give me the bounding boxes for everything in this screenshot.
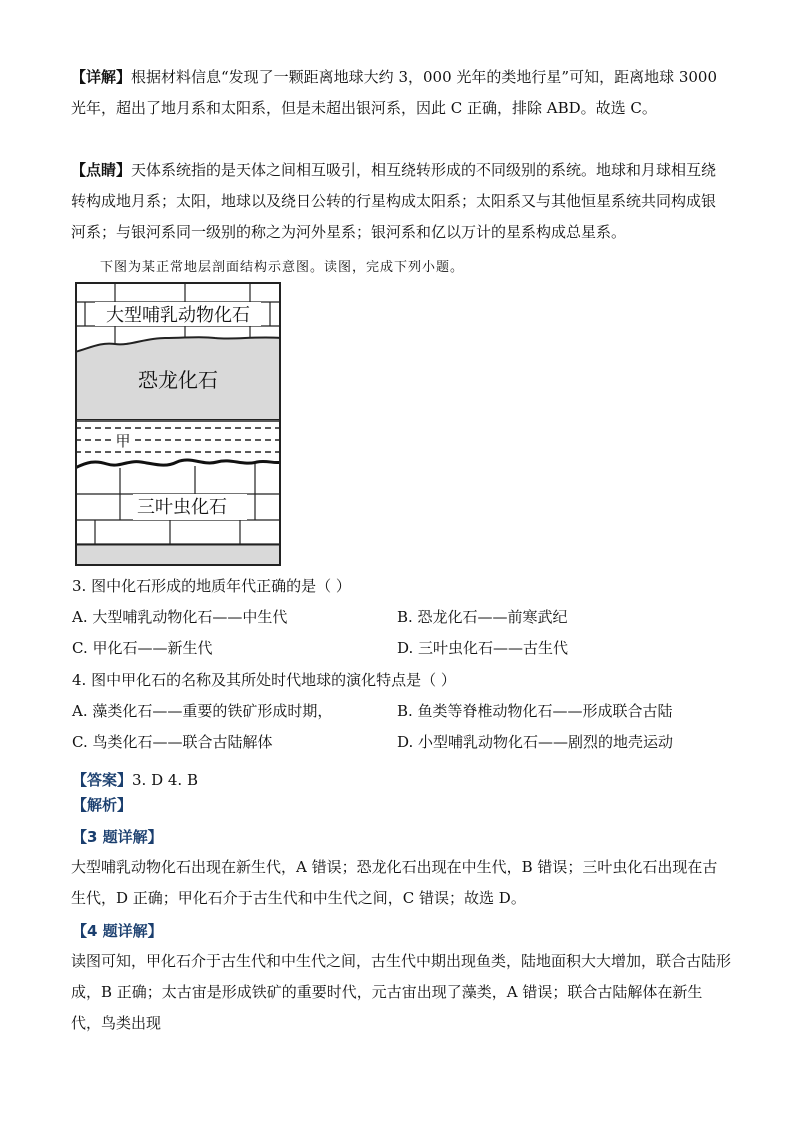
answer-tag: 【答案】 [72, 771, 133, 789]
analysis-tag: 【解析】 [72, 796, 133, 814]
detail-paragraph [71, 62, 727, 124]
question-4-option-a: A. 藻类化石——重要的铁矿形成时期， [72, 702, 333, 720]
q4-detail-tag: 【4 题详解】 [72, 922, 163, 940]
label-trilobite: 三叶虫化石 [137, 497, 227, 518]
layer-jia [75, 420, 281, 464]
question-4-stem: 4. 图中甲化石的名称及其所处时代地球的演化特点是（ ） [72, 671, 456, 689]
q4-detail-heading [72, 920, 163, 942]
label-dinosaur: 恐龙化石 [138, 368, 218, 392]
answer-text: 3. D 4. B [132, 771, 198, 789]
detail-text: 根据材料信息“发现了一颗距离地球大约 3，000 光年的类地行星”可知，距离地球 3000 光年，超出了地月系和太阳系，但是未超出银河系，因此 C 正确，排除 ABD。故选 C。 [71, 68, 718, 117]
q3-detail-heading [72, 826, 163, 848]
layer-bottom [75, 545, 281, 566]
question-4-option-b: B. 鱼类等脊椎动物化石——形成联合古陆 [397, 702, 673, 720]
q4-detail-text: 读图可知，甲化石介于古生代和中生代之间，古生代中期出现鱼类，陆地面积大大增加，联合古陆形成，B 正确；太古宙是形成铁矿的重要时代，元古宙出现了藻类，A 错误；联合古陆解体在新生代，鸟类出现 [71, 952, 732, 1032]
label-mammal: 大型哺乳动物化石 [106, 305, 250, 326]
question-3-option-d: D. 三叶虫化石——古生代 [397, 639, 569, 657]
note-text: 天体系统指的是天体之间相互吸引，相互绕转形成的不同级别的系统。地球和月球相互绕转构成地月系；太阳，地球以及绕日公转的行星构成太阳系；太阳系又与其他恒星系统共同构成银河系；与银河系同一级别的称之为河外星系；银河系和亿以万计的星系构成总星系。 [71, 161, 717, 241]
question-3-stem: 3. 图中化石形成的地质年代正确的是（ ） [72, 577, 351, 595]
q3-detail-text: 大型哺乳动物化石出现在新生代，A 错误；恐龙化石出现在中生代，B 错误；三叶虫化石出现在古生代，D 正确；甲化石介于古生代和中生代之间，C 错误；故选 D。 [71, 858, 718, 907]
question-4-option-c: C. 鸟类化石——联合古陆解体 [72, 733, 273, 751]
figure-intro: 下图为某正常地层剖面结构示意图。读图，完成下列小题。 [100, 260, 465, 275]
question-3-option-c: C. 甲化石——新生代 [72, 639, 213, 657]
label-jia: 甲 [115, 432, 131, 450]
q3-detail-tag: 【3 题详解】 [72, 828, 163, 846]
question-4-option-d: D. 小型哺乳动物化石——剧烈的地壳运动 [397, 733, 674, 751]
answer-line [72, 769, 198, 791]
question-3-option-a: A. 大型哺乳动物化石——中生代 [72, 608, 288, 626]
detail-tag: 【详解】 [71, 68, 132, 86]
strata-diagram [75, 282, 281, 566]
note-paragraph [71, 155, 727, 248]
question-3-option-b: B. 恐龙化石——前寒武纪 [397, 608, 568, 626]
analysis-heading [72, 794, 132, 816]
note-tag: 【点睛】 [71, 161, 132, 179]
